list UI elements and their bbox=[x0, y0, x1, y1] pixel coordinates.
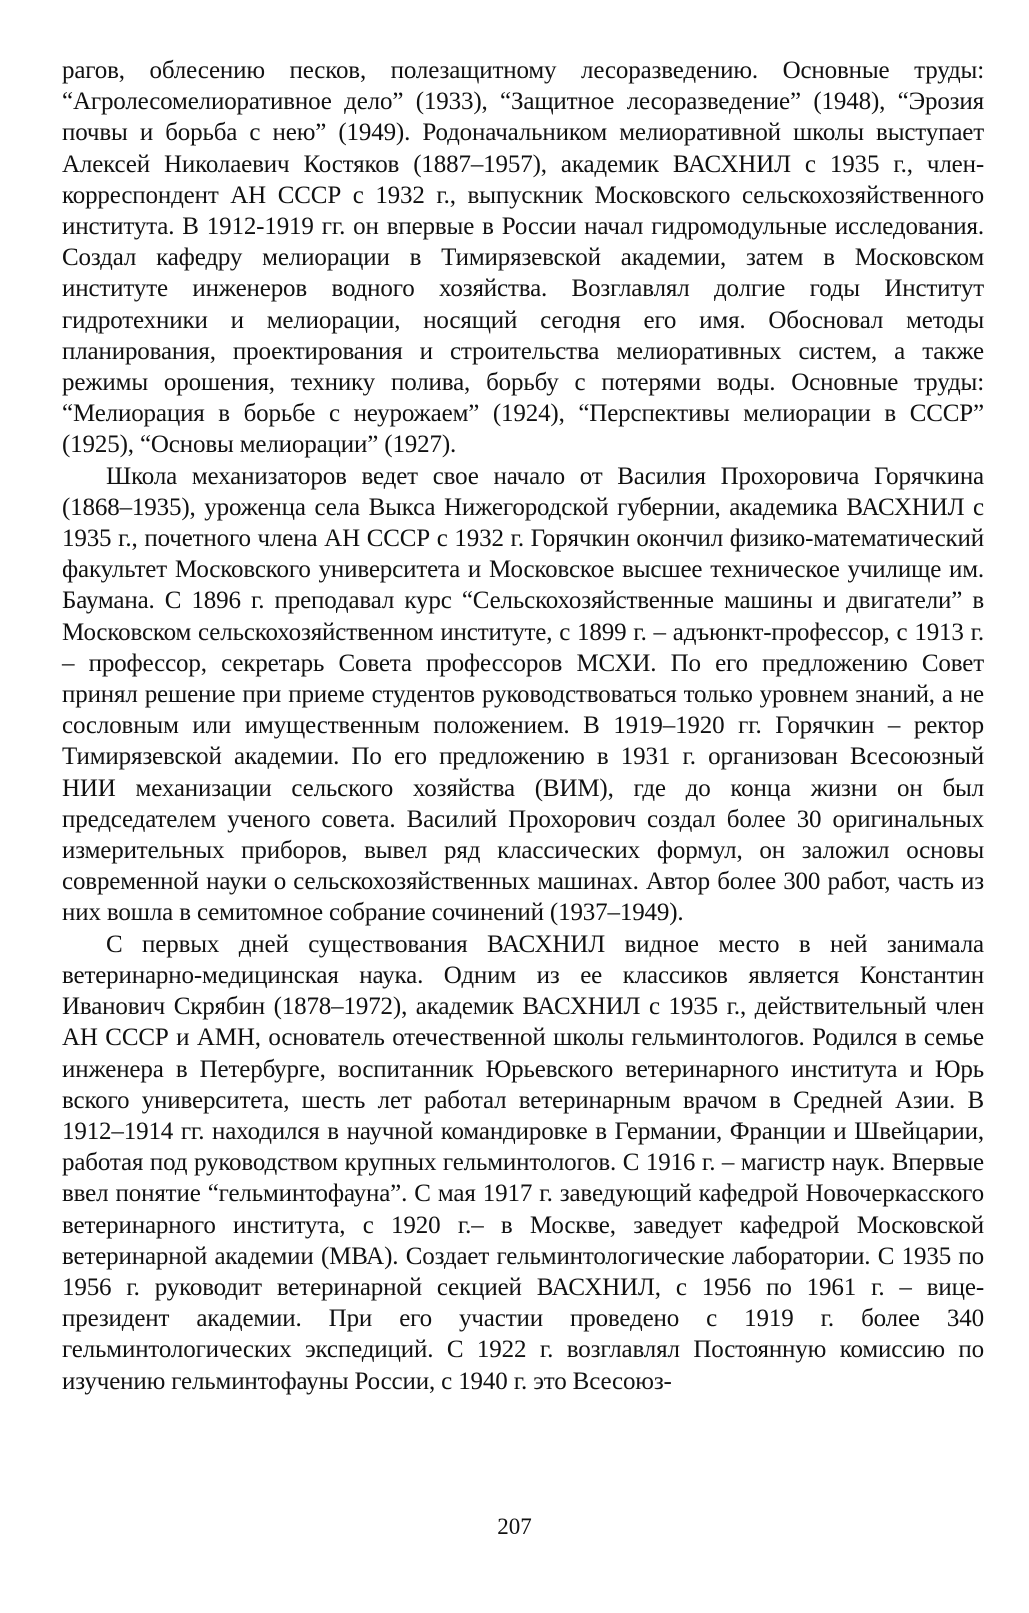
paragraph-melioration: рагов, облесению песков, полезащитному лесоразведению. Основные труды: “Агролесомелиоративное дело” (1933), “Защитное лесоразведение” (1948), “Эрозия почвы и борьба с нею” (1949). Родоначальником мелиоративной школы выступает Алексей Николаевич Костяков (1887–1957), академик ВАСХНИЛ с 1935 г., член-корреспондент АН СССР с 1932 г., выпускник Московского сельскохозяйственного института. В 1912-1919 гг. он впервые в России начал гидромодульные исследования. Создал кафедру мелиорации в Тимирязевской академии, затем в Московском институте инженеров водного хозяйства. Возглавлял долгие годы Институт гидротехники и мелиорации, носящий сегодня его имя. Обосновал методы планирования, проектирования и строительства мелиоративных систем, а также режимы орошения, технику полива, борьбу с потерями воды. Основные труды: “Мелиорация в борьбе с неурожаем” (1924), “Перспективы мелиорации в СССР” (1925), “Основы мелиорации” (1927). bbox=[62, 57, 984, 459]
page-text bbox=[62, 55, 984, 1397]
paragraph-goryachkin: Школа механизаторов ведет свое начало от Василия Прохоровича Горячкина (1868–1935), уроженца села Выкса Нижегородской губернии, академика ВАСХНИЛ с 1935 г., почетного члена АН СССР с 1932 г. Горячкин окончил физико-математический факультет Московского университета и Московское высшее техническое училище им. Баумана. С 1896 г. преподавал курс “Сельскохозяйственные машины и двигатели” в Московском сельскохозяйственном институте, с 1899 г. – адъюнкт-профессор, с 1913 г. – профессор, секретарь Совета профессоров МСХИ. По его предложению Совет принял решение при приеме студентов руководствоваться только уровнем знаний, а не сословным или имущественным положением. В 1919–1920 гг. Горячкин – ректор Тимирязевской академии. По его предложению в 1931 г. организован Всесоюзный НИИ механизации сельского хозяйства (ВИМ), где до конца жизни он был председателем ученого совета. Василий Прохорович создал более 30 оригинальных измерительных приборов, вывел ряд классических формул, он заложил основы современной науки о сельскохозяйственных машинах. Автор более 300 работ, часть из них вошла в семитомное собрание сочинений (1937–1949). bbox=[62, 462, 984, 927]
paragraph-skryabin: С первых дней существования ВАСХНИЛ видное место в ней занимала ветеринарно-медицинская наука. Одним из ее классиков является Константин Иванович Скрябин (1878–1972), академик ВАСХНИЛ с 1935 г., действительный член АН СССР и АМН, основатель отечественной школы гельминтологов. Родился в семье инженера в Петербурге, воспитанник Юрьевского ветеринарного института и Юрь вского университета, шесть лет работал ветеринарным врачом в Средней Азии. В 1912–1914 гг. находился в научной командировке в Германии, Франции и Швейцарии, работая под руководством крупных гельминтологов. С 1916 г. – магистр наук. Впервые ввел понятие “гельминтофауна”. С мая 1917 г. заведующий кафедрой Новочеркасского ветеринарного института, с 1920 г.– в Москве, заведует кафедрой Московской ветеринарной академии (МВА). Создает гельминтологические лаборатории. С 1935 по 1956 г. руководит ветеринарной секцией ВАСХНИЛ, с 1956 по 1961 г. – вице-президент академии. При его участии проведено с 1919 г. более 340 гельминтологических экспедиций. С 1922 г. возглавлял Постоянную комиссию по изучению гельминтофауны России, с 1940 г. это Всесоюз- bbox=[62, 930, 984, 1395]
page-number: 207 bbox=[497, 1514, 532, 1539]
